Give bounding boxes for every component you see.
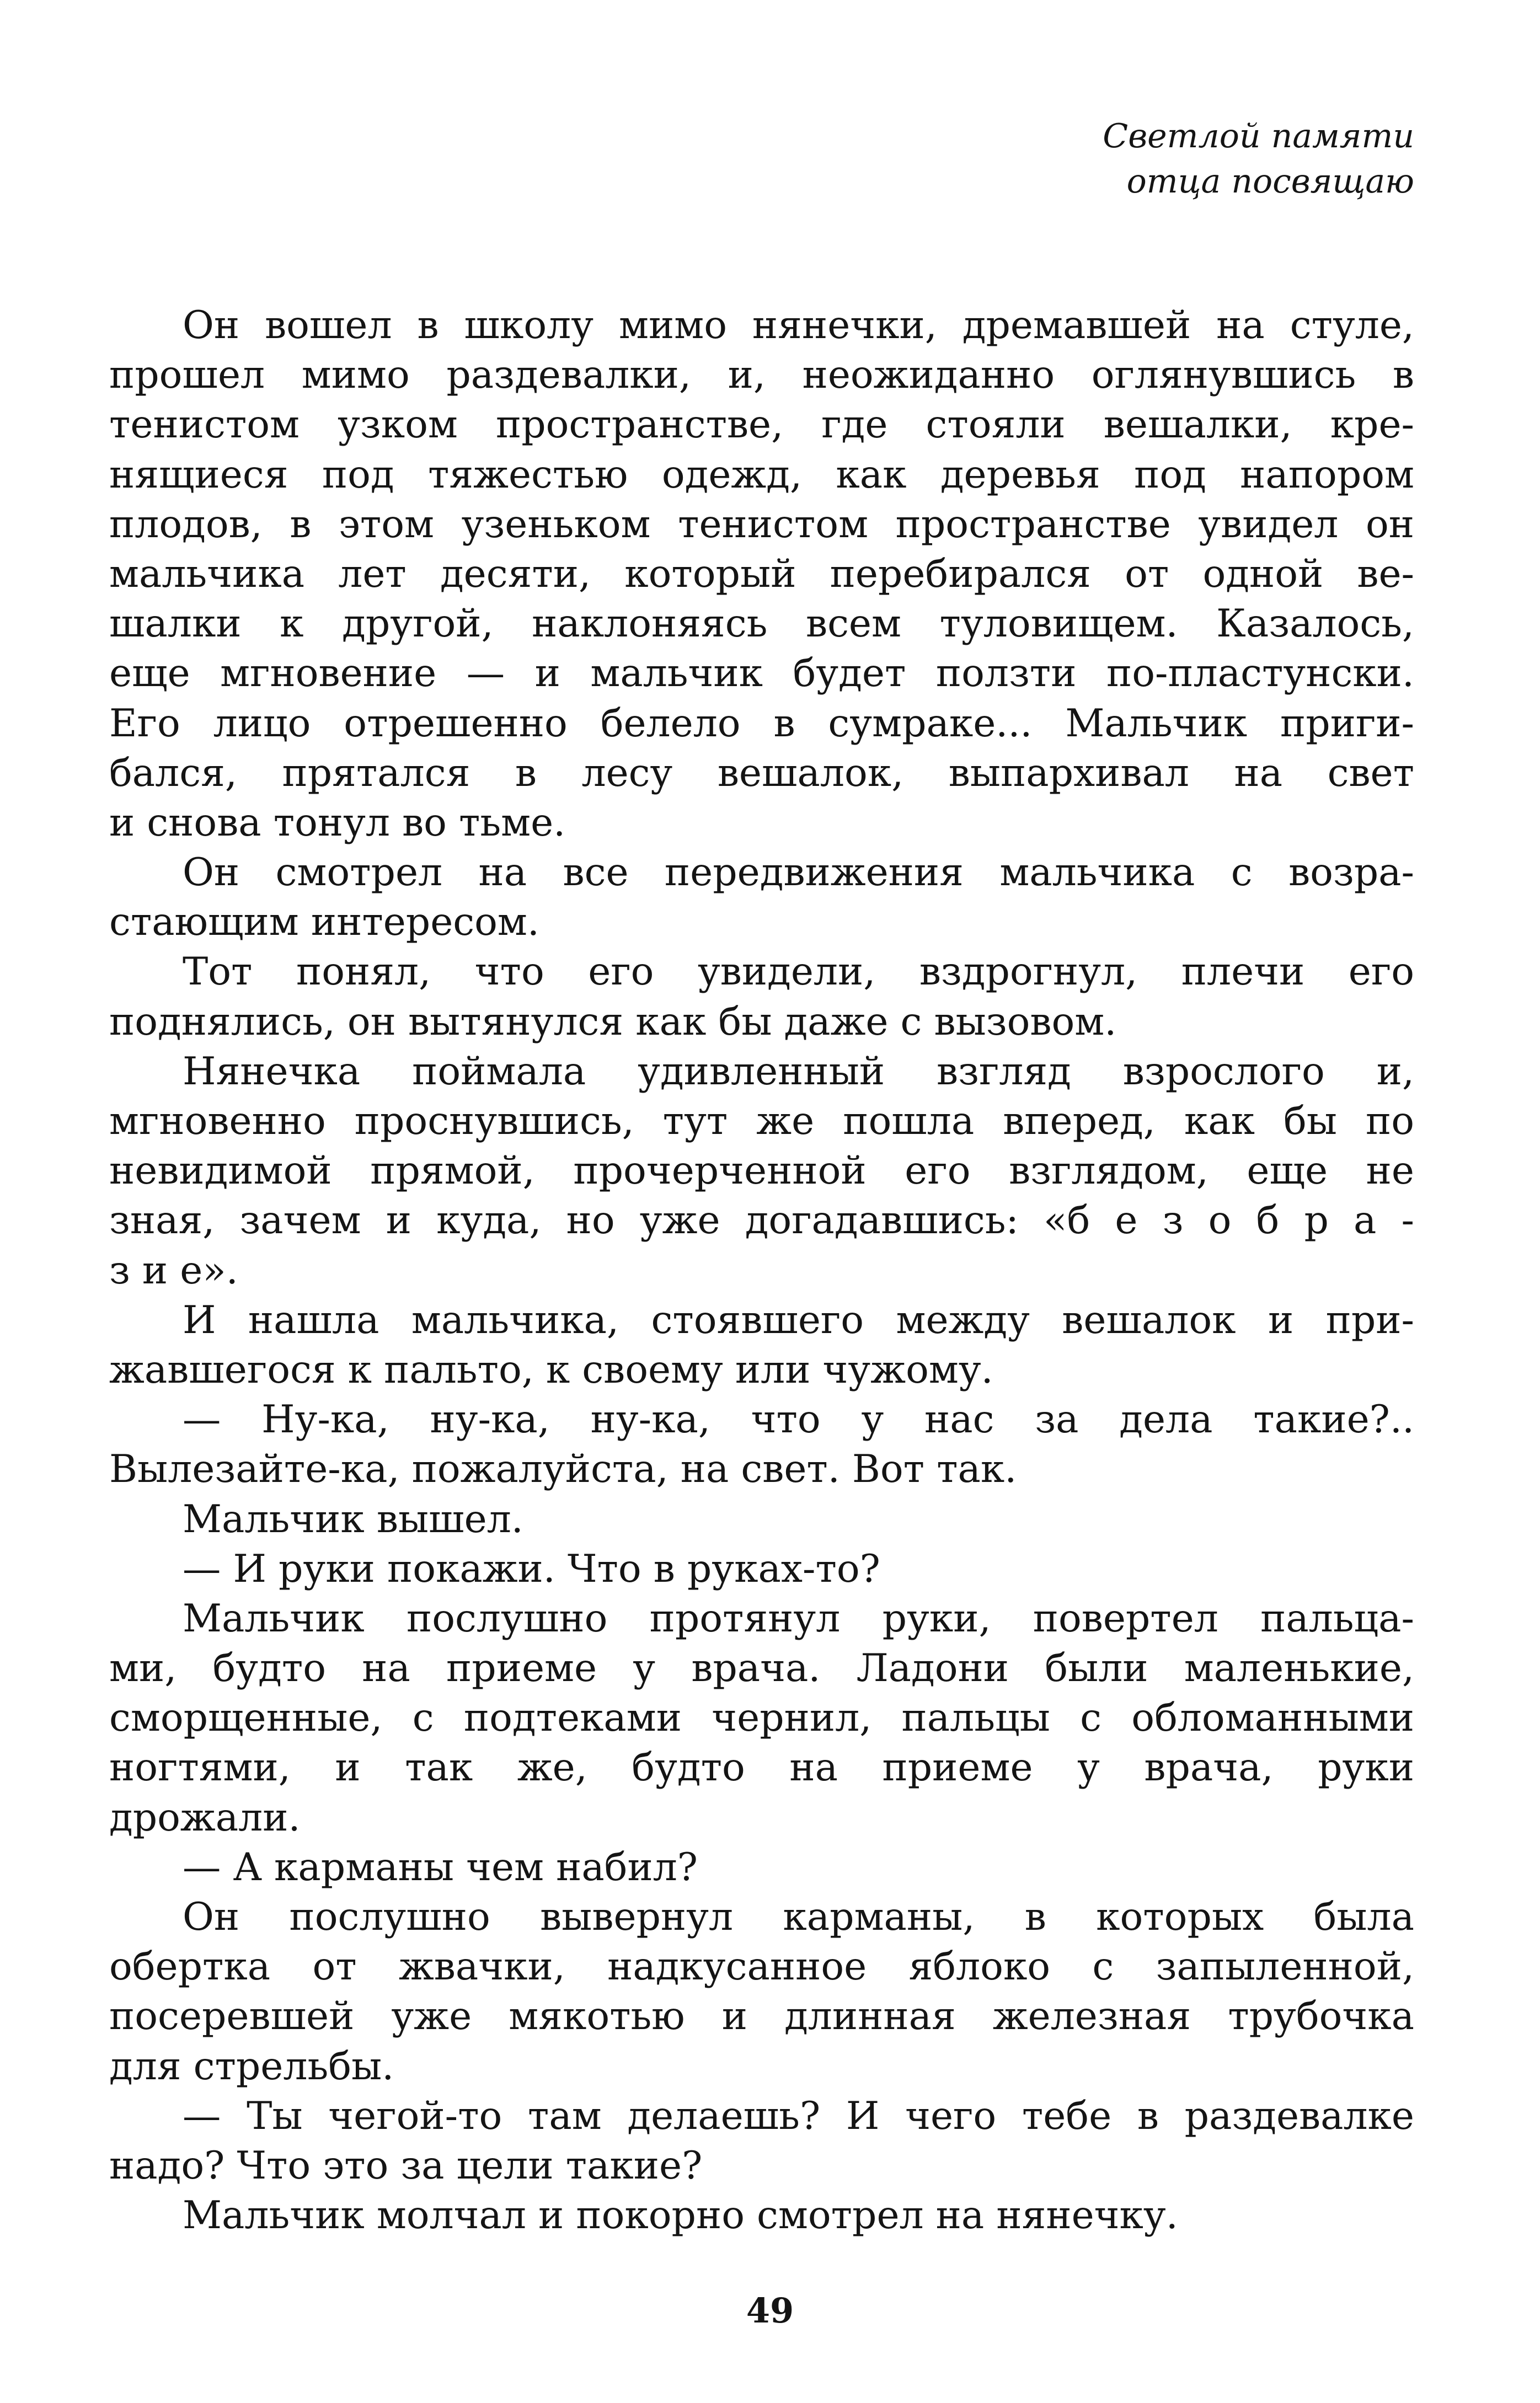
text-line: поднялись, он вытянулся как бы даже с вызовом.	[109, 999, 1117, 1044]
text-line: прошел мимо раздевалки, и, неожиданно оглянувшись в	[109, 353, 1414, 398]
page-number: 49	[746, 2290, 794, 2331]
epigraph-line-2: отца посвящаю	[1126, 162, 1414, 201]
text-line: Он вошел в школу мимо нянечки, дремавшей на стуле,	[183, 303, 1414, 347]
body-text	[109, 301, 1414, 2240]
text-line: обертка от жвачки, надкусанное яблоко с запыленной,	[109, 1945, 1414, 1989]
text-line: Его лицо отрешенно белело в сумраке... Мальчик приги-	[109, 701, 1414, 746]
text-line: нящиеся под тяжестью одежд, как деревья под напором	[109, 452, 1414, 497]
text-line: И нашла мальчика, стоявшего между вешалок и при-	[183, 1298, 1414, 1342]
text-line: мальчика лет десяти, который перебирался от одной ве-	[109, 552, 1414, 596]
text-line: дрожали.	[109, 1795, 301, 1840]
text-line: и снова тонул во тьме.	[109, 800, 566, 845]
text-line: для стрельбы.	[109, 2044, 394, 2089]
text-line: сморщенные, с подтеками чернил, пальцы с обломанными	[109, 1696, 1414, 1741]
text-line: Мальчик вышел.	[183, 1497, 523, 1542]
text-line: надо? Что это за цели такие?	[109, 2143, 703, 2188]
text-line: тенистом узком пространстве, где стояли вешалки, кре-	[109, 403, 1414, 447]
text-line: еще мгновение — и мальчик будет ползти по-пластунски.	[109, 651, 1414, 696]
text-line: мгновенно проснувшись, тут же пошла вперед, как бы по	[109, 1099, 1414, 1143]
text-line: ми, будто на приеме у врача. Ладони были маленькие,	[109, 1646, 1414, 1691]
text-line: бался, прятался в лесу вешалок, выпархивал на свет	[109, 751, 1414, 795]
text-line: — И руки покажи. Что в руках-то?	[183, 1546, 880, 1591]
text-line: з и е».	[109, 1248, 238, 1293]
epigraph	[918, 114, 1414, 204]
text-line: жавшегося к пальто, к своему или чужому.	[109, 1347, 993, 1392]
text-line: плодов, в этом узеньком тенистом пространстве увидел он	[109, 502, 1414, 547]
text-line: Тот понял, что его увидели, вздрогнул, плечи его	[183, 950, 1414, 994]
text-line: зная, зачем и куда, но уже догадавшись: «б е з о б р а -	[109, 1198, 1414, 1243]
text-line: — Ты чегой-то там делаешь? И чего тебе в раздевалке	[183, 2094, 1414, 2138]
text-line: ногтями, и так же, будто на приеме у врача, руки	[109, 1746, 1414, 1790]
text-line: Нянечка поймала удивленный взгляд взрослого и,	[183, 1049, 1414, 1094]
text-line: — Ну-ка, ну-ка, ну-ка, что у нас за дела такие?..	[183, 1398, 1414, 1442]
text-line: невидимой прямой, прочерченной его взглядом, еще не	[109, 1149, 1414, 1194]
text-line: Мальчик послушно протянул руки, повертел пальца-	[183, 1596, 1414, 1641]
epigraph-line-1: Светлой памяти	[1103, 117, 1414, 156]
text-line: стающим интересом.	[109, 900, 539, 945]
text-line: посеревшей уже мякотью и длинная железная трубочка	[109, 1994, 1414, 2039]
text-line: Мальчик молчал и покорно смотрел на нянечку.	[183, 2193, 1178, 2238]
text-line: — А карманы чем набил?	[183, 1845, 698, 1890]
text-line: шалки к другой, наклоняясь всем туловищем. Казалось,	[109, 602, 1414, 646]
text-line: Вылезайте-ка, пожалуйста, на свет. Вот так.	[109, 1447, 1017, 1492]
text-line: Он смотрел на все передвижения мальчика с возра-	[183, 850, 1414, 895]
text-line: Он послушно вывернул карманы, в которых была	[183, 1895, 1414, 1939]
